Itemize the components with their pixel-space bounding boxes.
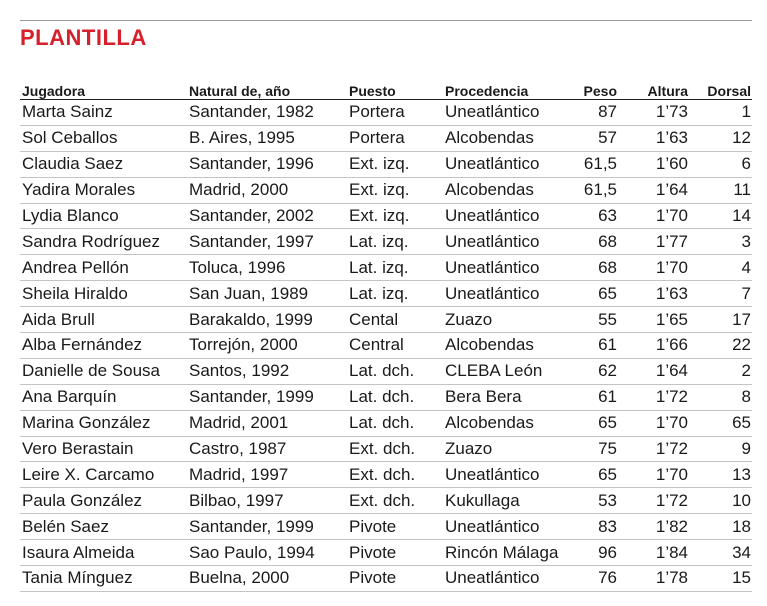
cell-puesto: Ext. dch. (347, 462, 443, 488)
cell-jugadora: Aida Brull (20, 307, 187, 333)
cell-peso: 68 (565, 255, 618, 281)
cell-procedencia: Uneatlántico (443, 462, 565, 488)
roster-table (20, 77, 752, 592)
cell-natural: Santander, 1996 (187, 151, 347, 177)
table-body (20, 100, 752, 592)
cell-altura: 1’64 (618, 358, 689, 384)
cell-natural: Santander, 1997 (187, 229, 347, 255)
cell-jugadora: Tania Mínguez (20, 566, 187, 592)
cell-dorsal: 7 (689, 281, 752, 307)
cell-altura: 1’70 (618, 203, 689, 229)
cell-dorsal: 10 (689, 488, 752, 514)
table-row (20, 514, 752, 540)
cell-peso: 61 (565, 333, 618, 359)
cell-jugadora: Alba Fernández (20, 333, 187, 359)
cell-peso: 63 (565, 203, 618, 229)
cell-natural: San Juan, 1989 (187, 281, 347, 307)
cell-natural: B. Aires, 1995 (187, 125, 347, 151)
table-row (20, 488, 752, 514)
cell-altura: 1’63 (618, 281, 689, 307)
cell-procedencia: Uneatlántico (443, 151, 565, 177)
cell-procedencia: Rincón Málaga (443, 540, 565, 566)
cell-natural: Castro, 1987 (187, 436, 347, 462)
cell-puesto: Ext. dch. (347, 436, 443, 462)
cell-dorsal: 2 (689, 358, 752, 384)
cell-natural: Buelna, 2000 (187, 566, 347, 592)
cell-altura: 1’82 (618, 514, 689, 540)
cell-puesto: Ext. izq. (347, 203, 443, 229)
cell-jugadora: Ana Barquín (20, 384, 187, 410)
cell-puesto: Portera (347, 125, 443, 151)
table-row (20, 462, 752, 488)
cell-peso: 87 (565, 100, 618, 126)
cell-peso: 61 (565, 384, 618, 410)
table-row (20, 125, 752, 151)
cell-procedencia: Uneatlántico (443, 203, 565, 229)
cell-natural: Santander, 1982 (187, 100, 347, 126)
cell-altura: 1’63 (618, 125, 689, 151)
cell-peso: 83 (565, 514, 618, 540)
cell-natural: Santander, 1999 (187, 514, 347, 540)
cell-altura: 1’78 (618, 566, 689, 592)
cell-procedencia: Kukullaga (443, 488, 565, 514)
cell-jugadora: Vero Berastain (20, 436, 187, 462)
table-row (20, 384, 752, 410)
cell-altura: 1’73 (618, 100, 689, 126)
cell-dorsal: 9 (689, 436, 752, 462)
cell-dorsal: 34 (689, 540, 752, 566)
cell-puesto: Lat. izq. (347, 255, 443, 281)
cell-puesto: Pivote (347, 514, 443, 540)
header-natural: Natural de, año (187, 77, 347, 100)
cell-altura: 1’72 (618, 436, 689, 462)
cell-procedencia: CLEBA León (443, 358, 565, 384)
cell-altura: 1’84 (618, 540, 689, 566)
cell-natural: Madrid, 2000 (187, 177, 347, 203)
cell-jugadora: Andrea Pellón (20, 255, 187, 281)
cell-altura: 1’64 (618, 177, 689, 203)
cell-dorsal: 13 (689, 462, 752, 488)
cell-procedencia: Uneatlántico (443, 514, 565, 540)
cell-dorsal: 17 (689, 307, 752, 333)
cell-peso: 57 (565, 125, 618, 151)
header-jugadora: Jugadora (20, 77, 187, 100)
cell-peso: 76 (565, 566, 618, 592)
cell-dorsal: 18 (689, 514, 752, 540)
cell-dorsal: 3 (689, 229, 752, 255)
cell-jugadora: Belén Saez (20, 514, 187, 540)
table-row (20, 333, 752, 359)
cell-natural: Sao Paulo, 1994 (187, 540, 347, 566)
cell-peso: 65 (565, 281, 618, 307)
cell-procedencia: Zuazo (443, 436, 565, 462)
cell-natural: Madrid, 1997 (187, 462, 347, 488)
cell-natural: Torrejón, 2000 (187, 333, 347, 359)
cell-altura: 1’60 (618, 151, 689, 177)
cell-altura: 1’66 (618, 333, 689, 359)
cell-puesto: Ext. izq. (347, 177, 443, 203)
cell-altura: 1’72 (618, 488, 689, 514)
cell-jugadora: Sandra Rodríguez (20, 229, 187, 255)
cell-jugadora: Paula González (20, 488, 187, 514)
cell-jugadora: Lydia Blanco (20, 203, 187, 229)
cell-peso: 55 (565, 307, 618, 333)
table-row (20, 177, 752, 203)
cell-peso: 65 (565, 410, 618, 436)
cell-dorsal: 15 (689, 566, 752, 592)
cell-puesto: Pivote (347, 540, 443, 566)
top-rule (20, 20, 752, 21)
cell-natural: Santander, 2002 (187, 203, 347, 229)
header-altura: Altura (618, 77, 689, 100)
cell-puesto: Lat. izq. (347, 281, 443, 307)
cell-dorsal: 22 (689, 333, 752, 359)
cell-procedencia: Uneatlántico (443, 100, 565, 126)
cell-peso: 75 (565, 436, 618, 462)
table-row (20, 255, 752, 281)
cell-dorsal: 8 (689, 384, 752, 410)
table-row (20, 540, 752, 566)
header-procedencia: Procedencia (443, 77, 565, 100)
cell-jugadora: Sol Ceballos (20, 125, 187, 151)
cell-dorsal: 1 (689, 100, 752, 126)
cell-procedencia: Uneatlántico (443, 229, 565, 255)
cell-peso: 96 (565, 540, 618, 566)
cell-procedencia: Zuazo (443, 307, 565, 333)
cell-dorsal: 6 (689, 151, 752, 177)
table-row (20, 281, 752, 307)
page-title: PLANTILLA (20, 25, 147, 50)
table-row (20, 410, 752, 436)
cell-dorsal: 12 (689, 125, 752, 151)
table-header-row (20, 77, 752, 100)
cell-puesto: Ext. dch. (347, 488, 443, 514)
header-dorsal: Dorsal (689, 77, 752, 100)
cell-natural: Barakaldo, 1999 (187, 307, 347, 333)
cell-dorsal: 65 (689, 410, 752, 436)
cell-procedencia: Uneatlántico (443, 566, 565, 592)
cell-dorsal: 14 (689, 203, 752, 229)
cell-altura: 1’77 (618, 229, 689, 255)
cell-jugadora: Claudia Saez (20, 151, 187, 177)
table-row (20, 229, 752, 255)
table-row (20, 566, 752, 592)
table-row (20, 151, 752, 177)
cell-peso: 53 (565, 488, 618, 514)
table-row (20, 100, 752, 126)
cell-puesto: Lat. izq. (347, 229, 443, 255)
cell-natural: Santos, 1992 (187, 358, 347, 384)
cell-jugadora: Yadira Morales (20, 177, 187, 203)
cell-jugadora: Isaura Almeida (20, 540, 187, 566)
cell-procedencia: Bera Bera (443, 384, 565, 410)
cell-altura: 1’65 (618, 307, 689, 333)
cell-peso: 68 (565, 229, 618, 255)
cell-dorsal: 4 (689, 255, 752, 281)
table-row (20, 203, 752, 229)
header-puesto: Puesto (347, 77, 443, 100)
cell-peso: 61,5 (565, 177, 618, 203)
cell-jugadora: Leire X. Carcamo (20, 462, 187, 488)
cell-dorsal: 11 (689, 177, 752, 203)
table-row (20, 436, 752, 462)
cell-procedencia: Uneatlántico (443, 281, 565, 307)
cell-jugadora: Sheila Hiraldo (20, 281, 187, 307)
cell-puesto: Ext. izq. (347, 151, 443, 177)
cell-puesto: Cental (347, 307, 443, 333)
cell-jugadora: Marta Sainz (20, 100, 187, 126)
cell-procedencia: Alcobendas (443, 333, 565, 359)
cell-natural: Toluca, 1996 (187, 255, 347, 281)
cell-puesto: Central (347, 333, 443, 359)
cell-natural: Bilbao, 1997 (187, 488, 347, 514)
cell-puesto: Portera (347, 100, 443, 126)
cell-peso: 62 (565, 358, 618, 384)
cell-altura: 1’70 (618, 462, 689, 488)
cell-puesto: Pivote (347, 566, 443, 592)
cell-procedencia: Uneatlántico (443, 255, 565, 281)
cell-peso: 61,5 (565, 151, 618, 177)
cell-altura: 1’70 (618, 255, 689, 281)
cell-procedencia: Alcobendas (443, 177, 565, 203)
cell-jugadora: Marina González (20, 410, 187, 436)
cell-altura: 1’72 (618, 384, 689, 410)
table-row (20, 307, 752, 333)
cell-puesto: Lat. dch. (347, 384, 443, 410)
cell-natural: Santander, 1999 (187, 384, 347, 410)
cell-jugadora: Danielle de Sousa (20, 358, 187, 384)
cell-puesto: Lat. dch. (347, 358, 443, 384)
header-peso: Peso (565, 77, 618, 100)
table-row (20, 358, 752, 384)
cell-peso: 65 (565, 462, 618, 488)
cell-procedencia: Alcobendas (443, 125, 565, 151)
cell-natural: Madrid, 2001 (187, 410, 347, 436)
cell-procedencia: Alcobendas (443, 410, 565, 436)
cell-puesto: Lat. dch. (347, 410, 443, 436)
cell-altura: 1’70 (618, 410, 689, 436)
